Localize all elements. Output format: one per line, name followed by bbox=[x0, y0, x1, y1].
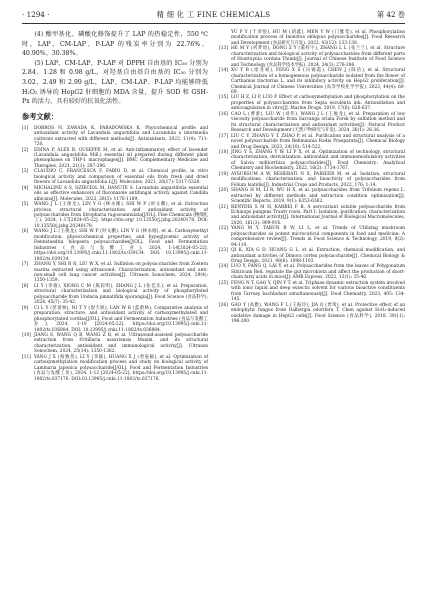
reference-text: CI L Y (慈蕾林), NI T Y (倪天娱), LAN W B (蓝蔚林). Comparative analysis of preparation, structure, and antioxidant activity of carboxymethylated and phosphorylated cordlas[J/OL]. Food and Fermentation Industries (食品与发酵工业), 2024, 1-10 [2024-05-22]. https://doi.org/10.13995/j.cnki.11-1802/ts.036884. DOI: 10.13995/j.cnki.11-1802/ts.036884. bbox=[34, 305, 208, 333]
reference-text: QI K, XIA G D, HUANG G L, et al. Extraction, chemical modification, and antioxidant activities of Dimocs cortex polysaccharide[J]. Chemical Biology & Drug Design, 2021, 98(6): 1098-1103. bbox=[231, 248, 405, 265]
reference-item bbox=[219, 95, 405, 111]
journal-name: 精 细 化 工 FINE CHEMICALS bbox=[156, 10, 271, 19]
reference-text: CLAUDIO C, FRANCESCA F, FABIO D, et al. Chemical profile, in vitro biological activity and comparison of essential oils from fresh and dried flowers of Lavandula angustifolia L[J]. Molecules, 2021, 26(17): 5317-5328. bbox=[34, 169, 208, 186]
reference-text: WANG J L (王俊龙), LIN Y G (林永刚), SHI W P (时文鹏), et al. Extraction process, structural characterization and antioxidant activity of polysaccharides from Strophariа rugosoannulata[J/OL]. Fine Chemicals (精细化工), 2024, 1-17[2024-05-22]. https://doi.org/ 10.13550/j.jxhg.20240178. DOI: 10.13550/j.jxhg.20240178. bbox=[34, 202, 208, 229]
reference-text: JIANG S, WANG Q B, WANG Z B, et al. Ultrasound-assisted polysaccharide extraction from Fritillaria ussuriensis Maxim. and its structural characterization, antioxidant and immunological activity[J]. Ultrason Sonochem, 2024, 25(14): 1350-1362. bbox=[34, 332, 208, 355]
reference-item bbox=[22, 186, 208, 202]
reference-text: WANG J L (王俊龙), SHI W P (时文鹏), LIN Y G (林永刚), et al. Carboxymethyl modification, physicochemical properties, and hypoglycemic activity of Dennstaedtia hilopsera polysaccharides[J/OL]. Food and Fermentation Industries (食品与发酵工业), 2024, 1-14[2024-05-22]. https://doi.org/10.13995/j.cnki.11-1802/ts.039134. DOI: 10.13995/j.cnki.11-1802/ts.039134. bbox=[34, 229, 208, 262]
reference-item bbox=[219, 188, 405, 204]
reference-text: FENG N T, GAO Y, QIN Y T, et al. Triphase dynamic extraction system involved with ionic liquid and deep eutectic solvent for various bioactive constituents from Tarroey bachboheri simultaneously[J]. Food Chemistry, 2023, 405: 134-145. bbox=[231, 280, 405, 303]
reference-item bbox=[219, 68, 405, 95]
reference-item bbox=[219, 172, 405, 188]
reference-item bbox=[22, 262, 208, 284]
reference-text: SHANG H M, LI R, WU H X, et al. polysaccharides from Trifolium repens L. extracted by different methods and extraction condition optimization[J]. Scientific Reports, 2019, 9(1): 6353-6362. bbox=[231, 188, 405, 205]
reference-number: [16] bbox=[219, 111, 228, 117]
reference-number: [19] bbox=[219, 171, 228, 177]
right-column bbox=[219, 30, 405, 324]
reference-item bbox=[22, 169, 208, 185]
reference-item bbox=[22, 148, 208, 170]
reference-number: [23] bbox=[219, 248, 228, 254]
reference-number: [10] bbox=[22, 332, 31, 338]
reference-text: EDINA P, ALEX B, GUSEPPE M, et al. Anti-inflammatory effect of lavender (Lavandula angustifolia Mill.) essential oil prepared during different plant phenophases on THP-1 macrophages[J]. BMC Complementary Medicine and Therapies, 2021, 21(1): 287-296. bbox=[34, 147, 208, 169]
reference-text: LIU C Y, ZHANG Y T, ZHAO P, et al. Purification and structural analysis of a novel polysaccharide from Rehmannia Radix Praeparata[J]. Chemical Biology and Drug Design, 2023, 24(10): 514-522. bbox=[231, 133, 405, 150]
reference-number: [4] bbox=[22, 185, 29, 191]
reference-number: [6] bbox=[22, 229, 29, 235]
reference-number: [22] bbox=[219, 226, 228, 232]
reference-item bbox=[22, 202, 208, 229]
reference-text: XU Y B (徐亚斌), FENG X S (冯锡霞), CHEN J (陈洁), et al. Structural characterization of a homogeneous polysaccharide isolated from the flower of Carthamus tinctorius L. and its inhibitory activity on HepG2 proliferation[J]. Chemical Journal of Chinese Universities (高等学校化学学报), 2023, 44(4): 60-69. bbox=[231, 68, 405, 95]
reference-number: [25] bbox=[219, 280, 228, 286]
reference-text: CAO L (曹蕾), LIU W (刘伟), WANG J L (王俊龙), et al. Preparation of low viscosity polysaccharide from Sarcanga oriata Forsk by sulfation method and its structural characterization and antioxidant activities[J]. Natural Product Research and Development (天然产物研究与开发), 2024, 36(1): 26-36. bbox=[231, 111, 405, 134]
reference-text: YU P Y (于沛悦), HU M (胡鑫), MEN Y W (门雅雯), et al. Phosphorylation modification process of Inonotus obliquus polysaccharides[J]. Food Research and Development (食品研究与开发), 2022, 43(12): 133-138. bbox=[231, 30, 405, 46]
reference-item bbox=[219, 46, 405, 68]
conclusion-paragraph: (5) LAP、CM-LAP、P-LAP 对 DPPH 自由基的 IC₅₀ 分别为 2.84、1.28 和 0.98 g/L，对羟基自由基自由基的 IC₅₀ 分别为 3.02、2.49 和 2.99 g/L，LAP、CM-LAP、P-LAP 均能够降低 H₂O₂ 诱导的 HepG2 肝细胞的 MDA 含量，提升 SOD 和 GSH-Px 的活力，具有较好的抗氧化活性。 bbox=[22, 59, 208, 106]
reference-number: [17] bbox=[219, 133, 228, 139]
references-heading: 参考文献： bbox=[22, 111, 58, 121]
reference-number: [5] bbox=[22, 202, 29, 208]
reference-text: LIU H Z, LI P, LUO P. Effect of carboxymethylation and phosphorylation on the properties of polysaccharides from Sepia esculenta ink: Antioxidation and anticoagulation in vitro[J]. Marine Drugs, 2019, 17(6): 626-637. bbox=[231, 95, 405, 112]
reference-number: [15] bbox=[219, 95, 228, 101]
reference-number: [11] bbox=[22, 354, 31, 360]
reference-number: [21] bbox=[219, 204, 228, 210]
reference-item bbox=[219, 205, 405, 227]
reference-item bbox=[219, 248, 405, 264]
reference-item bbox=[22, 229, 208, 262]
reference-item bbox=[22, 126, 208, 148]
reference-number: [14] bbox=[219, 68, 228, 74]
header-rule bbox=[22, 23, 405, 24]
reference-item bbox=[219, 281, 405, 303]
reference-item bbox=[22, 333, 208, 355]
reference-text: JING Y S, ZHANG Y W, LI P X, et al. Optimization of technology, structural characterization, derivatization, antioxidant and immunomodulatory activities of Salvia miltiorrhiza polysaccharides[J]. Food Chemistry: Analytical Chemistry and Biochemistry, 2022, 16(2): 1734-1767. bbox=[231, 149, 405, 172]
reference-number: [3] bbox=[22, 169, 29, 175]
reference-number: [13] bbox=[219, 46, 228, 52]
reference-item bbox=[219, 264, 405, 280]
reference-number: [24] bbox=[219, 264, 228, 270]
reference-text: LI Y (李瑜), XIONG C M (熊彩明), ZHANG J L (张佳乐), et al. Preparation, structural characterization and biological activity of phosphorylated polysaccharide from Undaria pinnatifida sporangia[J]. Food Science (食品科学), 2024, 45(7): 35-42. bbox=[34, 283, 208, 306]
volume-label: 第 42 卷 bbox=[376, 10, 405, 19]
reference-number: [20] bbox=[219, 188, 228, 194]
reference-text: DOBROS N, ZAWADA K, PARADOWSKA K. Phytochemical profile and antioxidant activity of Lavandula angustifolia and Lavandula x intermedia cultivars extracted with different methods[J]. Antioxidants, 2022, 11(4): 711-720. bbox=[34, 125, 208, 148]
reference-item bbox=[219, 134, 405, 150]
reference-text: ZHANG Y, SHI R N, LIU W X, et al. Sulfation on polysaccharides from Zostera marina extracted using ultrasound: Characterization, antioxidant and anti-non-small cell lung cancer activities[J]. Ultrason Sonochem, 2024, 29(4): 1350-1359. bbox=[34, 262, 208, 284]
reference-item bbox=[22, 284, 208, 306]
reference-number: [26] bbox=[219, 302, 228, 308]
reference-item bbox=[219, 30, 405, 46]
reference-number: [9] bbox=[22, 305, 29, 311]
reference-text: YANG J X (杨雅茜), LI Y (李颖), HUANG X J (黄晏颖), et al. Optimization of carboxymethylation modification process and study on biological activity of Laminaria japonica polysaccharide[J/OL]. Food and Fermentation Industries (食品与发酵工业), 2024, 1-12 [2024-05-22]. https://doi.org/10.13995/j.cnki.11-1802/ts.037176. DOI:10.13995/j.cnki.11-1802/ts.037176. bbox=[34, 354, 208, 382]
reference-list-left bbox=[22, 126, 208, 382]
reference-item bbox=[219, 150, 405, 172]
reference-number: [7] bbox=[22, 262, 29, 268]
reference-item bbox=[22, 355, 208, 382]
reference-text: LUO Y, FANG Q, LAI Y, et al. Polysaccharides from the leaves of Polygonatum Sibiricum Red. regulate the gut microbiota and affect the production of short-chain fatty acids in mice[J]. AMB Express, 2022, 12(1): 35-46. bbox=[231, 264, 405, 281]
reference-item bbox=[219, 226, 405, 248]
conclusion-paragraph: (4) 酸甲基化、磷酸化修饰提升了 LAP 的热稳定性，550 ℃时，LAP、CM-LAP、P-LAP 的残炭率分别为 22.76%、40.90%、30.38%。 bbox=[22, 31, 208, 58]
left-column bbox=[22, 30, 208, 382]
reference-item bbox=[219, 112, 405, 134]
reference-item bbox=[219, 303, 405, 325]
reference-number: [18] bbox=[219, 149, 228, 155]
reference-item bbox=[22, 306, 208, 333]
reference-text: HE M Y (何梦瑶), DONG Z Y (董梓宇), ZHANG L L (张兰兰), et al. Structure characterization and biological activity of polysaccharides from different parts of Houttuynia cordata Thunb[J]. Journal of Chinese Institute of Food Science and Technology (食品科学技术学报), 2024, 24(3): 276-286. bbox=[231, 46, 405, 68]
page-number: · 1294 · bbox=[22, 10, 50, 19]
reference-number: [8] bbox=[22, 283, 29, 289]
reference-text: BENYDIS S M H, KARBEI F B. A serovariant soluble polysaccharide from Echinops pungens Trautv roots. Part I: Isolation, purification, characterization and antioxidant activity[J]. International Journal of Biological Macromolecules, 2020, 161(3): 909-916. bbox=[231, 204, 405, 226]
reference-text: GAO Y (高雅), WANG F L (王振玲), JIA Q (贾琦), et al. Protective effect of an endophytic fungus from Dalbergia odorifera T. Chen against H₂O₂-induced oxidative damage in HepG2 cells[J]. Food Science (食品科学), 2018, 39(11): 196-200. bbox=[231, 302, 405, 325]
reference-text: YANG M Y, TARUN B W, LI L, et al. Trends of Utilizing mushroom polysaccharides as potent microcuticul components in food and medicine: A comprehensive review[J]. Trends in Food Science & Technology, 2019, 9(2): 94-110. bbox=[231, 226, 405, 248]
reference-text: MICHALINE A S, DZIECIOL M, DANUTE S. Lavandula angustifolia essential oils as effective enhancers of fluconazole antifungal activity against Candida albicans[J]. Molecules, 2023, 28(3): 1176-1189. bbox=[34, 185, 208, 202]
reference-number: [2] bbox=[22, 147, 29, 153]
running-header bbox=[22, 10, 405, 22]
reference-number: [1] bbox=[22, 125, 29, 131]
reference-text: AYSURSUM A W, REHEBATI N X, PAIHEER M, et al. Isolation, structural modifications, characterization, and bioactivity of polysaccharides from Folium Isatidis[J]. Industrial Crops and Products, 2022, 176: 1-14. bbox=[231, 171, 405, 188]
reference-number bbox=[219, 30, 231, 46]
reference-list-right bbox=[219, 30, 405, 324]
